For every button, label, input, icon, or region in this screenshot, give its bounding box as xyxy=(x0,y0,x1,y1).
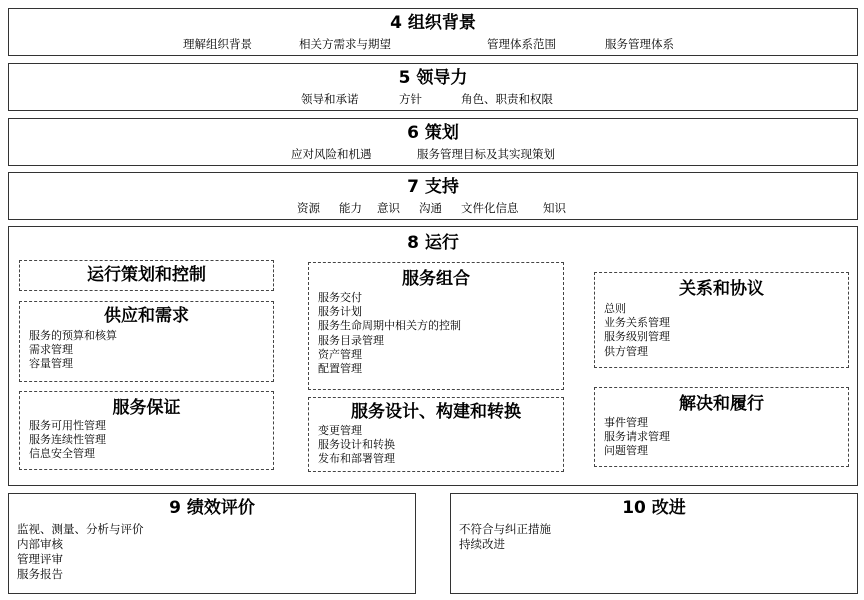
service-design-list xyxy=(318,424,395,467)
clause-4-item: 相关方需求与期望 xyxy=(299,37,391,51)
supply-demand-box xyxy=(19,301,274,382)
clause-4-box xyxy=(8,8,858,56)
clause-10-list xyxy=(459,522,551,552)
ops-planning-box xyxy=(19,260,274,291)
list-item: 服务级别管理 xyxy=(604,330,670,344)
clause-4-title: 4 组织背景 xyxy=(390,13,476,33)
list-item: 管理评审 xyxy=(17,552,63,566)
clause-5-item: 方针 xyxy=(399,92,422,106)
clause-5-item: 角色、职责和权限 xyxy=(461,92,553,106)
clause-7-item: 资源 xyxy=(297,201,320,215)
service-design-title: 服务设计、构建和转换 xyxy=(351,402,521,422)
clause-5-box xyxy=(8,63,858,111)
list-item: 服务请求管理 xyxy=(604,430,670,444)
list-item: 服务目录管理 xyxy=(318,333,384,347)
clause-9-title: 9 绩效评价 xyxy=(169,498,255,518)
list-item: 发布和部署管理 xyxy=(318,452,395,466)
clause-10-box xyxy=(450,493,858,594)
service-assurance-title: 服务保证 xyxy=(112,398,181,418)
service-portfolio-title: 服务组合 xyxy=(402,269,470,289)
list-item: 服务生命周期中相关方的控制 xyxy=(318,319,461,333)
list-item: 需求管理 xyxy=(29,343,73,357)
list-item: 服务报告 xyxy=(17,567,63,581)
clause-7-box xyxy=(8,172,858,220)
clause-6-title: 6 策划 xyxy=(407,123,459,143)
resolution-list xyxy=(604,416,670,459)
clause-7-item: 意识 xyxy=(377,201,400,215)
clause-7-title: 7 支持 xyxy=(407,177,459,197)
list-item: 服务计划 xyxy=(318,305,362,319)
list-item: 配置管理 xyxy=(318,362,362,376)
clause-8-box xyxy=(8,226,858,486)
list-item: 信息安全管理 xyxy=(29,447,95,461)
clause-9-box xyxy=(8,493,416,594)
list-item: 服务连续性管理 xyxy=(29,433,106,447)
relationship-title: 关系和协议 xyxy=(679,279,764,299)
ops-planning-title: 运行策划和控制 xyxy=(87,265,206,285)
list-item: 持续改进 xyxy=(459,537,505,551)
clause-4-item: 理解组织背景 xyxy=(183,37,252,51)
clause-6-box xyxy=(8,118,858,166)
resolution-title: 解决和履行 xyxy=(679,394,764,414)
clause-5-title: 5 领导力 xyxy=(398,68,468,88)
list-item: 资产管理 xyxy=(318,347,362,361)
clause-4-item: 服务管理体系 xyxy=(605,37,674,51)
supply-demand-list xyxy=(29,329,117,372)
list-item: 服务设计和转换 xyxy=(318,438,395,452)
list-item: 不符合与纠正措施 xyxy=(459,522,551,536)
list-item: 服务交付 xyxy=(318,291,362,304)
list-item: 容量管理 xyxy=(29,357,73,371)
service-assurance-list xyxy=(29,419,106,462)
supply-demand-title: 供应和需求 xyxy=(104,306,189,326)
list-item: 服务的预算和核算 xyxy=(29,329,117,342)
list-item: 事件管理 xyxy=(604,416,648,429)
service-assurance-box xyxy=(19,391,274,470)
clause-7-item: 知识 xyxy=(543,201,566,215)
list-item: 问题管理 xyxy=(604,444,648,458)
clause-7-item: 能力 xyxy=(339,201,362,215)
list-item: 服务可用性管理 xyxy=(29,419,106,432)
list-item: 总则 xyxy=(604,302,626,315)
list-item: 内部审核 xyxy=(17,537,63,551)
relationship-box xyxy=(594,272,849,368)
service-portfolio-list xyxy=(318,291,461,376)
list-item: 供方管理 xyxy=(604,344,648,358)
clause-6-item: 服务管理目标及其实现策划 xyxy=(417,147,555,161)
service-portfolio-box xyxy=(308,262,564,390)
clause-7-item: 沟通 xyxy=(419,201,442,215)
clause-6-item: 应对风险和机遇 xyxy=(291,147,372,161)
clause-8-title: 8 运行 xyxy=(407,233,459,253)
relationship-list xyxy=(604,302,670,359)
clause-5-item: 领导和承诺 xyxy=(301,92,359,106)
clause-7-item: 文件化信息 xyxy=(461,201,519,215)
clause-10-title: 10 改进 xyxy=(622,498,686,518)
service-design-box xyxy=(308,397,564,472)
clause-4-item: 管理体系范围 xyxy=(487,37,556,51)
clause-9-list xyxy=(17,522,144,582)
resolution-box xyxy=(594,387,849,467)
list-item: 业务关系管理 xyxy=(604,316,670,330)
list-item: 监视、测量、分析与评价 xyxy=(17,522,144,536)
list-item: 变更管理 xyxy=(318,424,362,437)
